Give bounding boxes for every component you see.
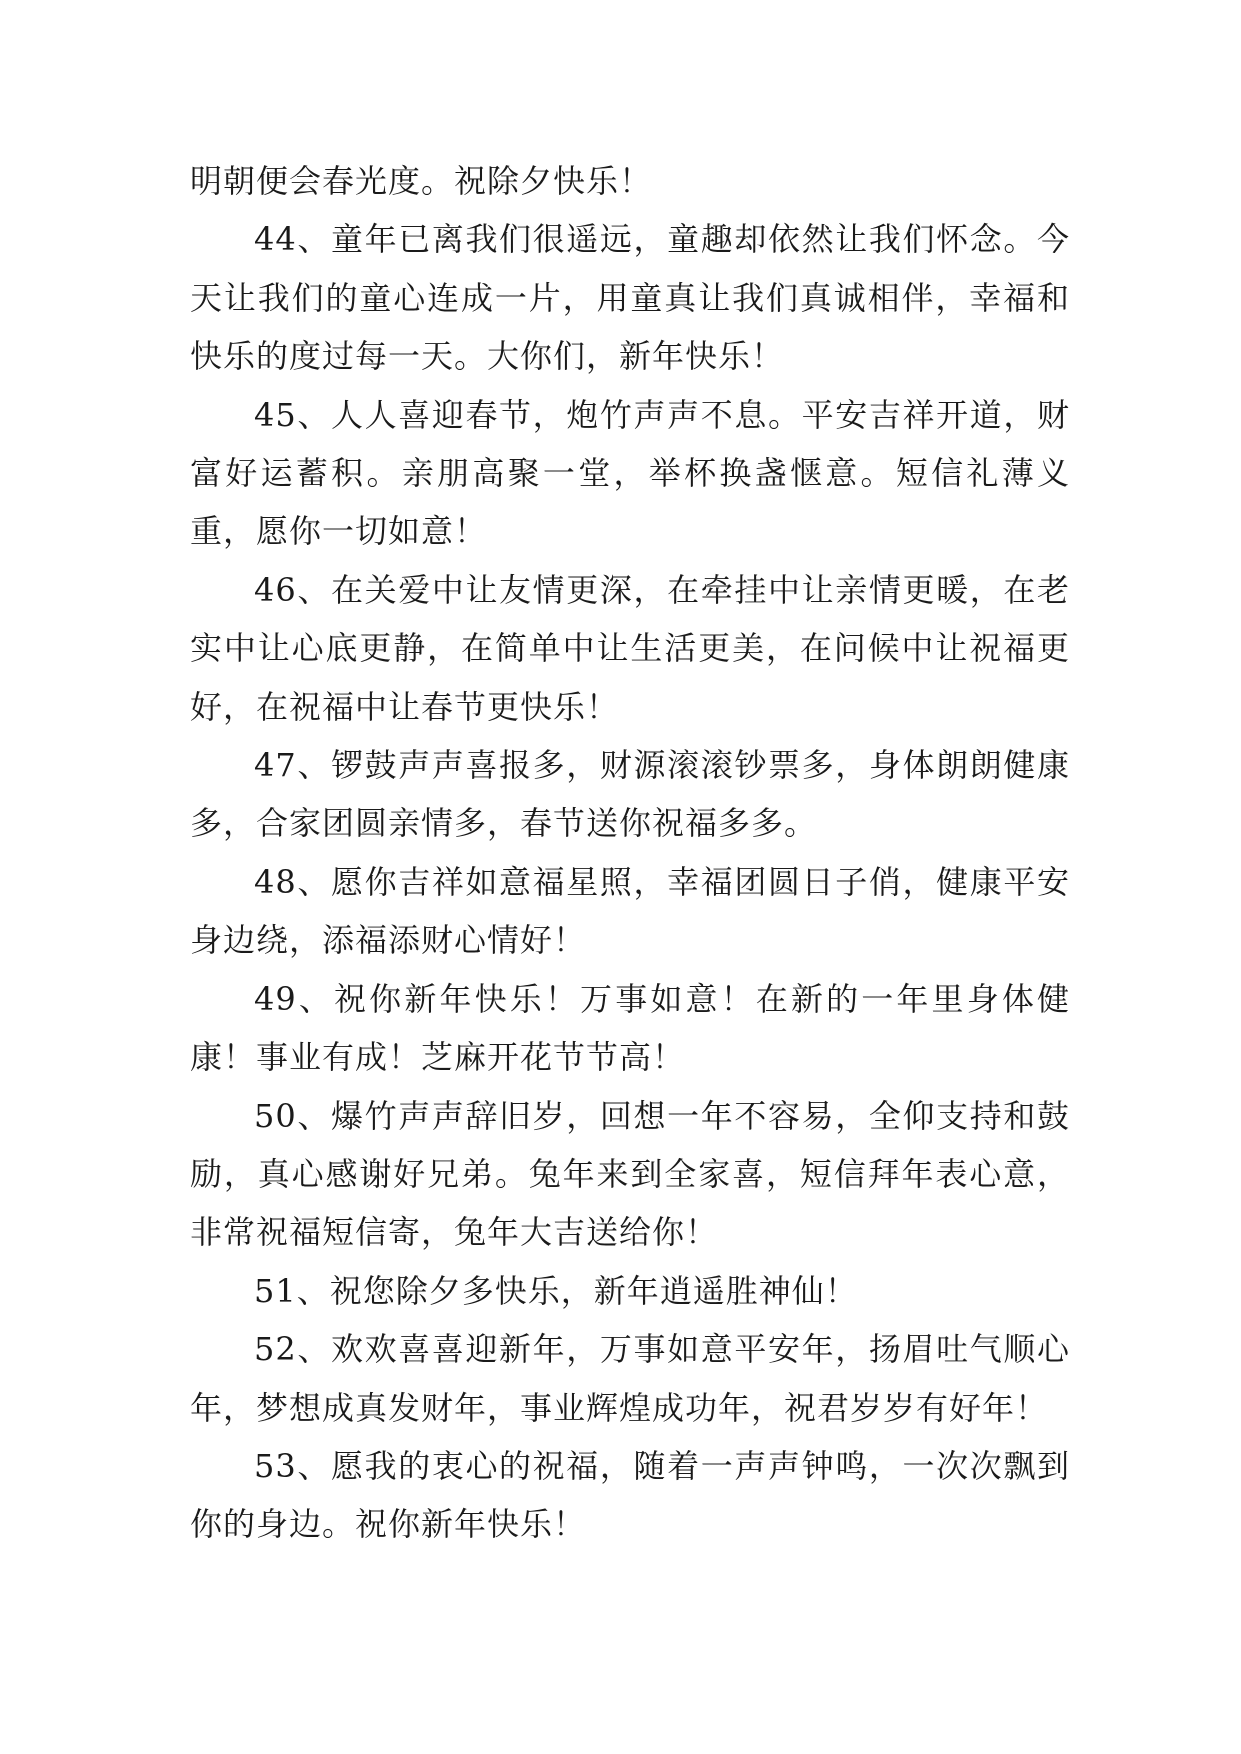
paragraph: 51、祝您除夕多快乐，新年逍遥胜神仙！ (254, 1271, 858, 1310)
paragraph: 46、在关爱中让友情更深，在牵挂中让亲情更暖，在老实中让心底更静，在简单中让生活更美，在问候中让祝福更好，在祝福中让春节更快乐！ (190, 570, 1070, 726)
paragraph: 53、愿我的衷心的祝福，随着一声声钟鸣，一次次飘到你的身边。祝你新年快乐！ (190, 1446, 1070, 1544)
paragraph: 明朝便会春光度。祝除夕快乐！ (190, 162, 653, 200)
paragraph: 48、愿你吉祥如意福星照，幸福团圆日子俏，健康平安身边绕，添福添财心情好！ (190, 862, 1070, 960)
paragraph: 45、人人喜迎春节，炮竹声声不息。平安吉祥开道，财富好运蓄积。亲朋高聚一堂，举杯换盏惬意。短信礼薄义重，愿你一切如意！ (190, 395, 1070, 551)
paragraph: 47、锣鼓声声喜报多，财源滚滚钞票多，身体朗朗健康多，合家团圆亲情多，春节送你祝福多多。 (190, 746, 1070, 843)
paragraph: 44、童年已离我们很遥远，童趣却依然让我们怀念。今天让我们的童心连成一片，用童真让我们真诚相伴，幸福和快乐的度过每一天。大你们，新年快乐！ (190, 220, 1070, 376)
paragraph: 50、爆竹声声辞旧岁，回想一年不容易，全仰支持和鼓励，真心感谢好兄弟。兔年来到全家喜，短信拜年表心意，非常祝福短信寄，兔年大吉送给你！ (190, 1096, 1070, 1252)
paragraph: 52、欢欢喜喜迎新年，万事如意平安年，扬眉吐气顺心年，梦想成真发财年，事业辉煌成功年，祝君岁岁有好年！ (190, 1330, 1070, 1427)
document-body (190, 152, 1070, 1554)
paragraph: 49、祝你新年快乐！万事如意！在新的一年里身体健康！事业有成！芝麻开花节节高！ (190, 979, 1070, 1077)
